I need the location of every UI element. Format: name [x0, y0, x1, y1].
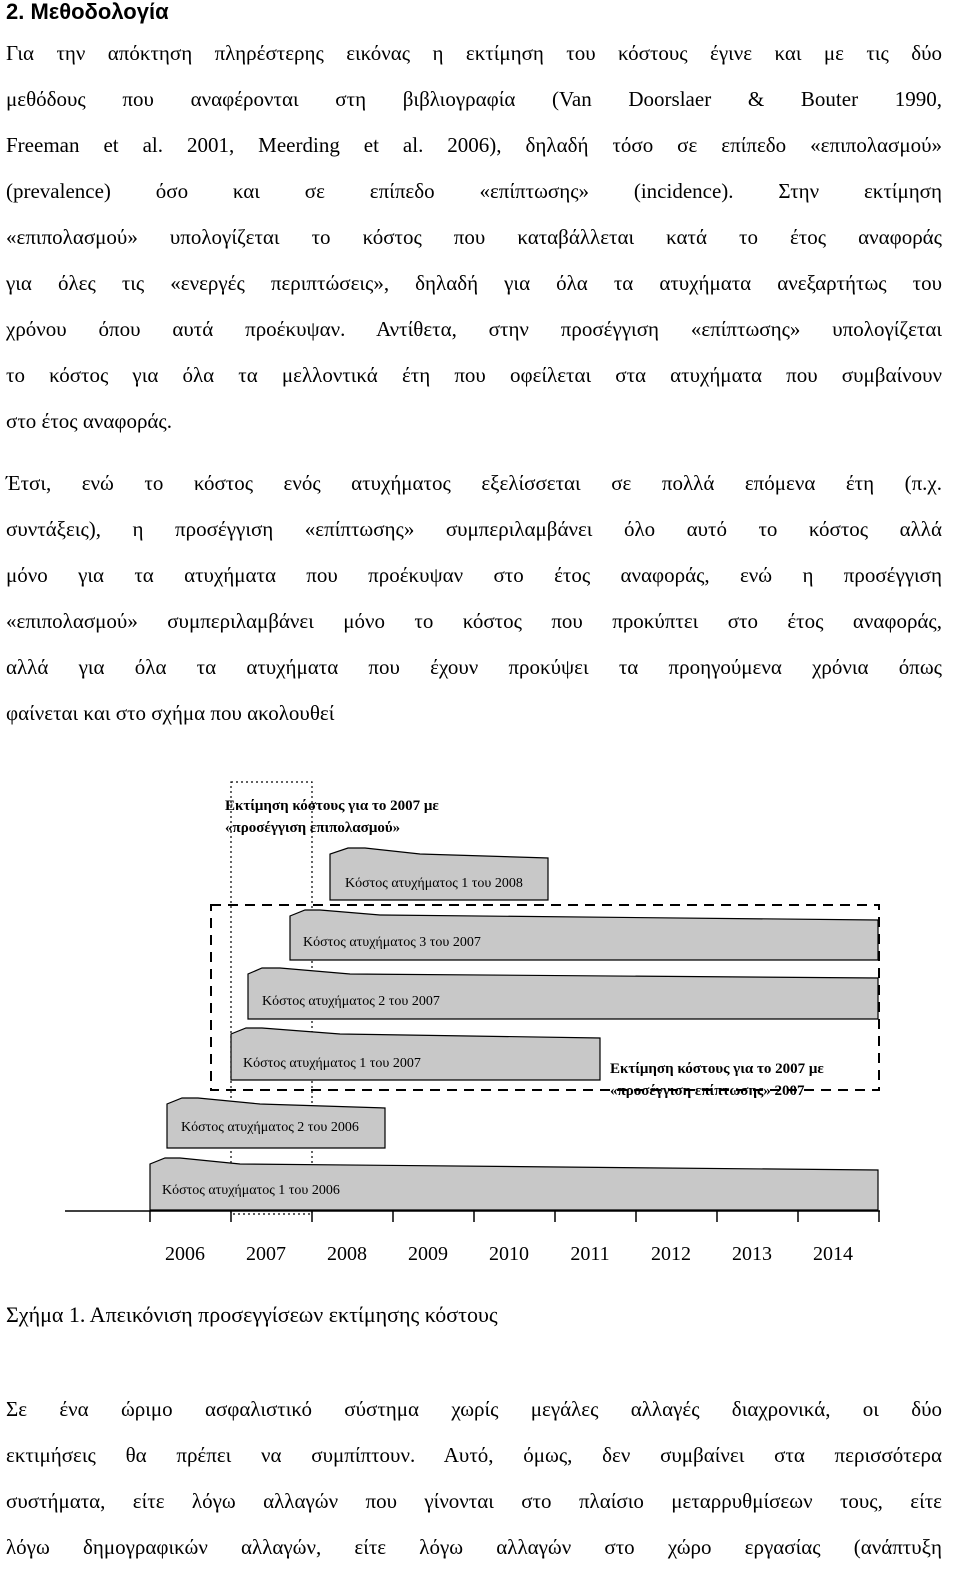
section-heading: 2. Μεθοδολογία	[6, 0, 169, 24]
cost-bar-label: Κόστος ατυχήματος 3 του 2007	[303, 935, 481, 950]
year-label: 2013	[732, 1243, 772, 1265]
cost-bar-label: Κόστος ατυχήματος 1 του 2007	[243, 1056, 421, 1071]
text-line: αλλά για όλα τα ατυχήματα που έχουν προκύψει τα προηγούμενα χρόνια όπως	[6, 655, 942, 679]
year-label: 2011	[570, 1243, 610, 1265]
paragraph-insurance-systems	[6, 1386, 942, 1570]
text-line: για όλες τις «ενεργές περιπτώσεις», δηλαδή για όλα τα ατυχήματα ανεξαρτήτως του	[6, 271, 942, 295]
prevalence-label-line1: Εκτίμηση κόστους για το 2007 με	[225, 798, 439, 814]
text-line: φαίνεται και στο σχήμα που ακολουθεί	[6, 701, 335, 725]
text-line: στο έτος αναφοράς.	[6, 409, 173, 433]
cost-approaches-diagram	[0, 770, 960, 1290]
text-line: «επιπολασμού» συμπεριλαμβάνει μόνο το κόστος που προκύπτει στο έτος αναφοράς,	[6, 609, 942, 633]
text-line: εκτιμήσεις θα πρέπει να συμπίπτουν. Αυτό, όμως, δεν συμβαίνει στα περισσότερα	[6, 1443, 942, 1467]
year-label: 2008	[327, 1243, 367, 1265]
axis-ticks	[150, 1211, 879, 1222]
year-label: 2010	[489, 1243, 529, 1265]
year-label: 2006	[165, 1243, 205, 1265]
text-line: «επιπολασμού» υπολογίζεται το κόστος που καταβάλλεται κατά το έτος αναφοράς	[6, 225, 942, 249]
text-line: Freeman et al. 2001, Meerding et al. 2006), δηλαδή τόσο σε επίπεδο «επιπολασμού»	[6, 133, 942, 157]
figure-caption: Σχήμα 1. Απεικόνιση προσεγγίσεων εκτίμησης κόστους	[6, 1302, 498, 1327]
year-label: 2014	[813, 1243, 853, 1265]
year-label: 2009	[408, 1243, 448, 1265]
text-line: Σε ένα ώριμο ασφαλιστικό σύστημα χωρίς μεγάλες αλλαγές διαχρονικά, οι δύο	[6, 1397, 942, 1421]
cost-bar-label: Κόστος ατυχήματος 2 του 2006	[181, 1120, 359, 1135]
cost-bar-2007-1	[231, 1028, 600, 1080]
cost-bar-label: Κόστος ατυχήματος 1 του 2006	[162, 1183, 340, 1198]
paragraph-approaches	[6, 460, 942, 736]
year-label: 2012	[651, 1243, 691, 1265]
text-line: χρόνου όπου αυτά προέκυψαν. Αντίθετα, στην προσέγγιση «επίπτωσης» υπολογίζεται	[6, 317, 942, 341]
text-line: το κόστος για όλα τα μελλοντικά έτη που οφείλεται στα ατυχήματα που συμβαίνουν	[6, 363, 942, 387]
prevalence-label-line2: «προσέγγιση επιπολασμού»	[225, 820, 401, 836]
text-line: συστήματα, είτε λόγω αλλαγών που γίνονται στο πλαίσιο μεταρρυθμίσεων τους, είτε	[6, 1489, 942, 1513]
text-line: (prevalence) όσο και σε επίπεδο «επίπτωσης» (incidence). Στην εκτίμηση	[6, 179, 942, 203]
text-line: συντάξεις), η προσέγγιση «επίπτωσης» συμπεριλαμβάνει όλο αυτό το κόστος αλλά	[6, 517, 942, 541]
cost-bar-2008-1	[330, 848, 548, 900]
text-line: Για την απόκτηση πληρέστερης εικόνας η εκτίμηση του κόστους έγινε και με τις δύο	[6, 41, 942, 65]
text-line: λόγω δημογραφικών αλλαγών, είτε λόγω αλλαγών στο χώρο εργασίας (ανάπτυξη	[6, 1535, 942, 1559]
text-line: Έτσι, ενώ το κόστος ενός ατυχήματος εξελίσσεται σε πολλά επόμενα έτη (π.χ.	[6, 471, 942, 495]
incidence-label-line2: «προσέγγιση επίπτωσης» 2007	[610, 1083, 805, 1099]
cost-bar-label: Κόστος ατυχήματος 1 του 2008	[345, 876, 523, 891]
text-line: μεθόδους που αναφέρονται στη βιβλιογραφία (Van Doorslaer & Bouter 1990,	[6, 87, 942, 111]
text-line: μόνο για τα ατυχήματα που προέκυψαν στο έτος αναφοράς, ενώ η προσέγγιση	[6, 563, 942, 587]
year-label: 2007	[246, 1243, 286, 1265]
incidence-label-line1: Εκτίμηση κόστους για το 2007 με	[610, 1061, 824, 1077]
paragraph-methodology	[6, 30, 942, 444]
cost-bar-label: Κόστος ατυχήματος 2 του 2007	[262, 994, 440, 1009]
